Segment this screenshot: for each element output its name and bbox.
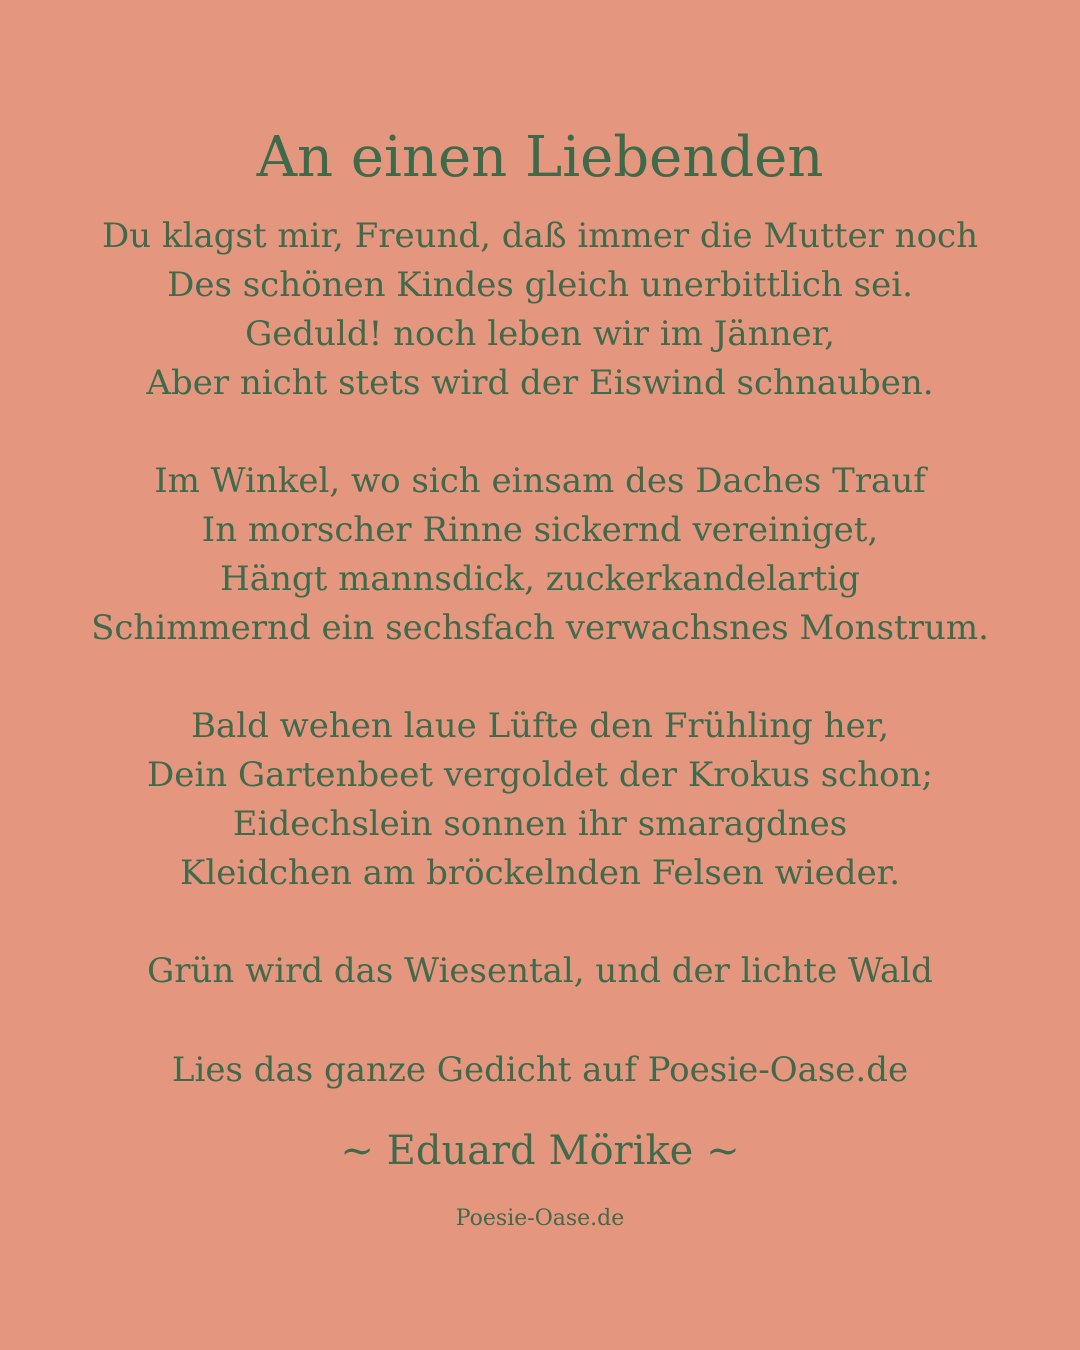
poem-line: Im Winkel, wo sich einsam des Daches Trauf [154,461,926,501]
stanza-1 [0,212,1080,408]
stanza-3 [0,702,1080,898]
poem-line: Dein Gartenbeet vergoldet der Krokus schon; [147,755,933,795]
poem-line: Grün wird das Wiesental, und der lichte Wald [147,951,933,991]
stanza-4 [0,947,1080,996]
poem-title: An einen Liebenden [256,125,824,190]
poem-line: Bald wehen laue Lüfte den Frühling her, [190,706,890,746]
poem-line: Hängt mannsdick, zuckerkandelartig [220,559,860,599]
footer-site-name: Poesie-Oase.de [455,1206,625,1231]
author-name: ~ Eduard Mörike ~ [340,1128,740,1174]
poem-line: Geduld! noch leben wir im Jänner, [245,314,835,354]
poem-line: Eidechslein sonnen ihr smaragdnes [232,804,848,844]
read-more-text: Lies das ganze Gedicht auf Poesie-Oase.de [171,1050,909,1090]
poem-line: Du klagst mir, Freund, daß immer die Mutter noch [102,216,978,256]
poem-line: Aber nicht stets wird der Eiswind schnauben. [146,363,934,403]
poem-body [0,212,1080,1045]
poem-line: In morscher Rinne sickernd vereiniget, [201,510,879,550]
stanza-2 [0,457,1080,653]
poem-line: Des schönen Kindes gleich unerbittlich sei. [167,265,913,305]
poem-line: Schimmernd ein sechsfach verwachsnes Monstrum. [91,608,989,648]
poem-line: Kleidchen am bröckelnden Felsen wieder. [179,853,901,893]
